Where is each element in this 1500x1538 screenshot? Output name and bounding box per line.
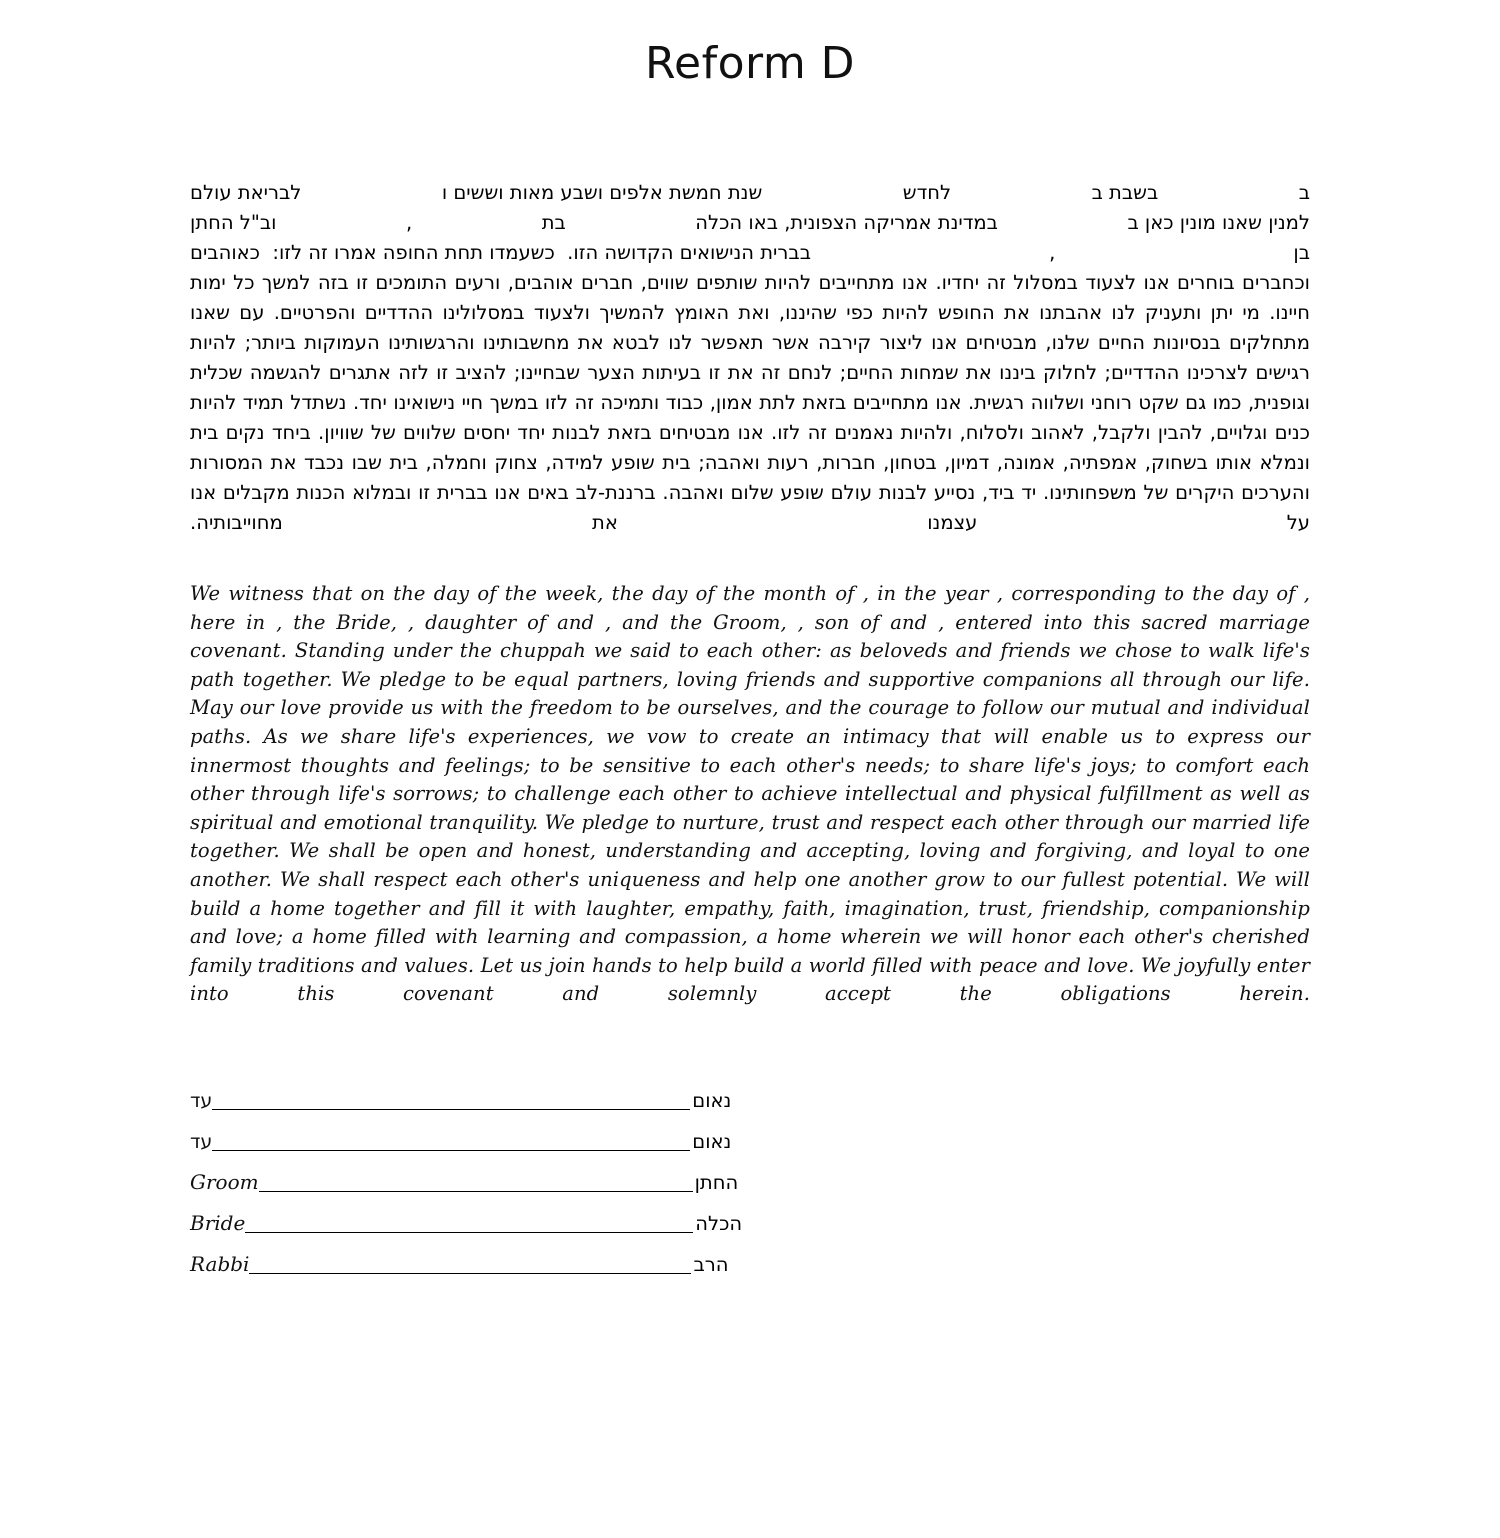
- hebrew-field-day-of-week: ב: [1298, 181, 1310, 204]
- hebrew-field-groom: וב"ל החתן: [190, 211, 277, 234]
- hebrew-field-bride-daughter: בת: [541, 211, 566, 234]
- signature-row-witness-2: [190, 1112, 1310, 1153]
- hebrew-field-comma-2: ,: [1049, 241, 1056, 264]
- hebrew-section: [190, 178, 1310, 538]
- signature-section: [190, 1071, 1310, 1276]
- signature-row-rabbi: [190, 1235, 1310, 1276]
- hebrew-field-sabbath: בשבת ב: [1091, 181, 1159, 204]
- hebrew-header-line-2: [190, 208, 1310, 238]
- document-body: [190, 178, 1310, 1276]
- english-section: We witness that on the day of the week, the day of the month of , in the year , corresponding to the day of , here in , the Bride, , daughter of and , and the Groom, , son of and , entered into this sacred marriage covenant. Standing under the chuppah we said to each other: as beloveds and friends we chose to walk life's path together. We pledge to be equal partners, loving friends and supportive companions all through our life. May our love provide us with the freedom to be ourselves, and the courage to follow our mutual and individual paths. As we share life's experiences, we vow to create an intimacy that will enable us to express our innermost thoughts and feelings; to be sensitive to each other's needs; to share life's joys; to comfort each other through life's sorrows; to challenge each other to achieve intellectual and physical fulfillment as well as spiritual and emotional tranquility. We pledge to nurture, trust and respect each other through our married life together. We shall be open and honest, understanding and accepting, loving and forgiving, and loyal to one another. We shall respect each other's uniqueness and help one another grow to our fullest potential. We will build a home together and fill it with laughter, empathy, faith, imagination, trust, friendship, companionship and love; a home filled with learning and compassion, a home wherein we will honor each other's cherished family traditions and values. Let us join hands to help build a world filled with peace and love. We joyfully enter into this covenant and solemnly accept the obligations herein.: [190, 582, 1310, 1006]
- signature-line-witness-2[interactable]: [212, 1133, 690, 1151]
- signature-line-witness-1[interactable]: [212, 1092, 690, 1110]
- signature-label-bride-right: הכלה: [695, 1211, 743, 1235]
- signature-label-witness-2-left: עד: [190, 1130, 213, 1153]
- signature-label-rabbi-left: Rabbi: [190, 1251, 250, 1276]
- hebrew-field-country: במדינת אמריקה הצפונית, באו הכלה: [695, 211, 998, 234]
- signature-label-groom-right: החתן: [694, 1170, 739, 1194]
- signature-row-witness-1: [190, 1071, 1310, 1112]
- signature-row-groom: [190, 1153, 1310, 1194]
- signature-label-rabbi-right: הרב: [693, 1252, 729, 1276]
- signature-label-witness-2-right: נאום: [692, 1129, 732, 1153]
- signature-line-bride[interactable]: [245, 1215, 693, 1233]
- ketubah-document-page: [0, 38, 1500, 1538]
- hebrew-field-comma-1: ,: [405, 211, 413, 234]
- signature-label-groom-left: Groom: [190, 1169, 259, 1194]
- page-title: Reform D: [644, 38, 856, 89]
- hebrew-field-son-of: בן: [1293, 241, 1310, 264]
- hebrew-field-count-here: למנין שאנו מונין כאן ב: [1127, 211, 1310, 234]
- signature-line-groom[interactable]: [259, 1174, 693, 1192]
- signature-label-witness-1-right: נאום: [692, 1088, 732, 1112]
- hebrew-header-line-3: [190, 238, 1310, 268]
- hebrew-body-paragraph: וכחברים בוחרים אנו לצעוד במסלול זה יחדיו. אנו מתחייבים להיות שותפים שווים, חברים אוהבים, ורעים התומכים זו בזה למשך כל ימות חיינו. מי יתן ותעניק לנו אהבתנו את החופש להיות כפי שהיננו, ואת האומץ להמשיך ולצעוד במסלולינו ההדדיים והפרטיים. עם שאנו מתחלקים בנסיונות החיים שלנו, מבטיחים אנו ליצור קירבה אשר תאפשר לנו לבטא את מחשבותינו והרגשותינו העמוקות ביותר; להיות רגישים לצרכינו ההדדיים; לחלוק ביננו את שמחות החיים; לנחם זה את זו בעיתות הצער שבחיינו; להציב זו לזה אתגרים להגשמה שכלית וגופנית, כמו גם שקט רוחני ושלווה רגשית. אנו מתחייבים בזאת לתת אמון, כבוד ותמיכה זה לזו במשך חיי נישואינו יחד. נשתדל תמיד להיות כנים וגלויים, להבין ולקבל, לאהוב ולסלוח, ולהיות נאמנים זה לזו. אנו מבטיחים בזאת לבנות יחד יחסים שלווים של שוויון. ביחד נקים בית ונמלא אותו בשחוק, אמפתיה, אמונה, דמיון, בטחון, חברות, רעות ואהבה; בית שופע למידה, צחוק וחמלה, בית שבו נכבד את המסורות והערכים היקרים של משפחותינו. יד ביד, נסייע לבנות עולם שופע שלום ואהבה. ברננת-לב באים אנו בברית זו ובמלוא הכנות מקבלים אנו על עצמנו את מחוייבותיה.: [190, 271, 1310, 534]
- signature-label-witness-1-left: עד: [190, 1089, 213, 1112]
- hebrew-field-year: שנת חמשת אלפים ושבע מאות וששים ו: [441, 181, 763, 204]
- hebrew-field-month: לחדש: [902, 181, 952, 204]
- signature-label-bride-left: Bride: [190, 1210, 246, 1235]
- hebrew-field-creation: לבריאת עולם: [190, 181, 302, 204]
- signature-row-bride: [190, 1194, 1310, 1235]
- hebrew-field-covenant-phrase: בברית הנישואים הקדושה הזו. כשעמדו תחת החופה אמרו זה לזו: כאוהבים: [190, 241, 811, 264]
- signature-line-rabbi[interactable]: [249, 1256, 691, 1274]
- hebrew-header-line-1: [190, 178, 1310, 208]
